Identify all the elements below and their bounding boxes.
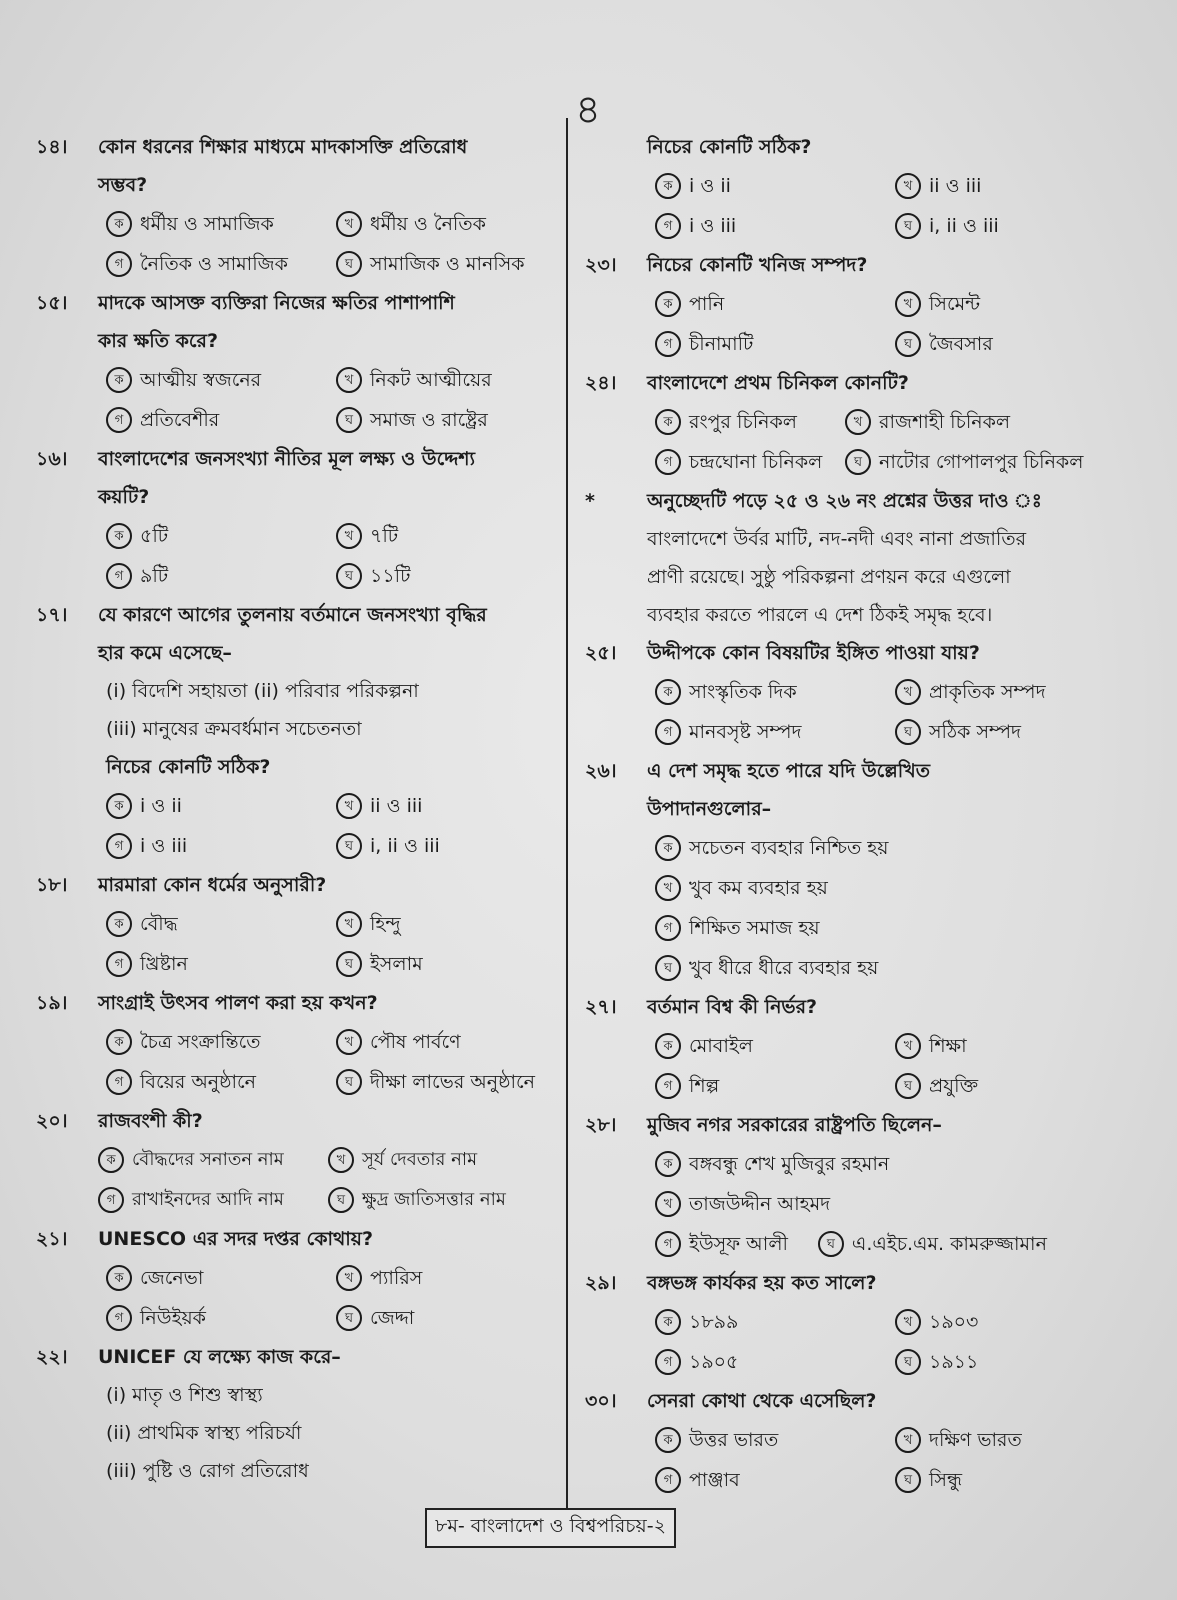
options bbox=[585, 1420, 1125, 1500]
question-text: এ দেশ সমৃদ্ধ হতে পারে যদি উল্লেখিত bbox=[647, 760, 930, 782]
option-text: সিন্ধু bbox=[929, 1469, 963, 1491]
option-text: বৌদ্ধদের সনাতন নাম bbox=[132, 1149, 284, 1170]
option-letter-badge: গ bbox=[655, 1349, 681, 1375]
question-ask: নিচের কোনটি সঠিক? bbox=[647, 136, 812, 158]
option-letter-badge: ক bbox=[106, 367, 132, 393]
options bbox=[585, 1026, 1125, 1106]
options bbox=[585, 1302, 1125, 1382]
option-letter-badge: খ bbox=[895, 1033, 921, 1059]
option-4 bbox=[336, 944, 556, 984]
option-text: চীনামাটি bbox=[689, 333, 754, 355]
option-text: নাটোর গোপালপুর চিনিকল bbox=[879, 451, 1084, 473]
statement: (i) মাতৃ ও শিশু স্বাস্থ্য bbox=[106, 1384, 263, 1406]
option-letter-badge: খ bbox=[336, 367, 362, 393]
option-4 bbox=[336, 1298, 556, 1338]
option-letter-badge: খ bbox=[895, 1427, 921, 1453]
options bbox=[585, 828, 1125, 988]
option-letter-badge: গ bbox=[655, 213, 681, 239]
question-29 bbox=[585, 1264, 1125, 1382]
question-text: UNESCO এর সদর দপ্তর কোথায়? bbox=[98, 1228, 374, 1250]
option-text: সামাজিক ও মানসিক bbox=[370, 253, 525, 275]
option-letter-badge: খ bbox=[655, 875, 681, 901]
option-letter-badge: ক bbox=[655, 409, 681, 435]
statement: (ii) প্রাথমিক স্বাস্থ্য পরিচর্যা bbox=[106, 1422, 302, 1444]
option-text: প্রতিবেশীর bbox=[140, 409, 220, 431]
question-text: উদ্দীপকে কোন বিষয়টির ইঙ্গিত পাওয়া যায়? bbox=[647, 642, 980, 664]
option-text: নিকট আত্মীয়ের bbox=[370, 369, 492, 391]
option-3 bbox=[98, 1180, 328, 1220]
option-text: এ.এইচ.এম. কামরুজ্জামান bbox=[851, 1233, 1047, 1255]
option-text: দক্ষিণ ভারত bbox=[929, 1429, 1022, 1451]
passage-line: বাংলাদেশে উর্বর মাটি, নদ-নদী এবং নানা প্রজাতির bbox=[647, 528, 1027, 550]
passage-marker: * bbox=[585, 490, 595, 512]
question-number: ২৫। bbox=[585, 642, 617, 664]
option-3 bbox=[655, 712, 895, 752]
option-letter-badge: ঘ bbox=[818, 1231, 844, 1257]
question-text: মাদকে আসক্ত ব্যক্তিরা নিজের ক্ষতির পাশাপাশি bbox=[98, 292, 455, 314]
option-text: খ্রিষ্টান bbox=[140, 953, 188, 975]
option-letter-badge: খ bbox=[895, 679, 921, 705]
option-4 bbox=[895, 1342, 1125, 1382]
option-4 bbox=[895, 324, 1125, 364]
option-4 bbox=[336, 400, 556, 440]
option-text: ১৯০৩ bbox=[929, 1311, 979, 1333]
option-2 bbox=[336, 204, 556, 244]
option-2 bbox=[895, 1302, 1125, 1342]
page-number: ৪ bbox=[575, 87, 601, 133]
option-letter-badge: গ bbox=[655, 915, 681, 941]
option-text: রাজশাহী চিনিকল bbox=[879, 411, 1011, 433]
question-text: নিচের কোনটি খনিজ সম্পদ? bbox=[647, 254, 868, 276]
option-text: ধর্মীয় ও সামাজিক bbox=[140, 213, 274, 235]
option-1 bbox=[655, 166, 895, 206]
question-25 bbox=[585, 634, 1125, 752]
passage bbox=[585, 482, 1125, 634]
option-letter-badge: খ bbox=[336, 911, 362, 937]
question-text: যে কারণে আগের তুলনায় বর্তমানে জনসংখ্যা বৃদ্ধির bbox=[98, 604, 487, 626]
question-text: কোন ধরনের শিক্ষার মাধ্যমে মাদকাসক্তি প্রতিরোধ bbox=[98, 136, 468, 158]
option-2 bbox=[336, 786, 556, 826]
option-row bbox=[655, 1224, 1125, 1264]
option-3 bbox=[655, 206, 895, 246]
option-letter-badge: ক bbox=[655, 291, 681, 317]
question-text: মুজিব নগর সরকারের রাষ্ট্রপতি ছিলেন– bbox=[647, 1114, 942, 1136]
option-letter-badge: খ bbox=[845, 409, 871, 435]
options bbox=[36, 204, 556, 284]
option-text: মানবসৃষ্ট সম্পদ bbox=[689, 721, 802, 743]
question-text: বর্তমান বিশ্ব কী নির্ভর? bbox=[647, 996, 818, 1018]
option-letter-badge: ঘ bbox=[895, 213, 921, 239]
option-letter-badge: ঘ bbox=[845, 449, 871, 475]
option-letter-badge: ক bbox=[106, 523, 132, 549]
option-text: জেনেভা bbox=[140, 1267, 204, 1289]
option-2 bbox=[336, 1022, 556, 1062]
option-3 bbox=[655, 1224, 788, 1264]
option-2 bbox=[895, 284, 1125, 324]
option-1 bbox=[655, 1302, 895, 1342]
option-text: সাংস্কৃতিক দিক bbox=[689, 681, 797, 703]
statement: (i) বিদেশি সহায়তা (ii) পরিবার পরিকল্পনা bbox=[106, 680, 419, 702]
option-2 bbox=[895, 166, 1125, 206]
question-number: ২৪। bbox=[585, 372, 617, 394]
question-28 bbox=[585, 1106, 1125, 1264]
option-letter-badge: খ bbox=[895, 1309, 921, 1335]
question-number: ১৭। bbox=[36, 604, 68, 626]
options bbox=[36, 1022, 556, 1102]
option-4 bbox=[895, 1460, 1125, 1500]
option-1 bbox=[655, 1420, 895, 1460]
option-4 bbox=[895, 206, 1125, 246]
option-letter-badge: ক bbox=[655, 173, 681, 199]
option-4 bbox=[895, 712, 1125, 752]
option-text: রংপুর চিনিকল bbox=[689, 411, 797, 433]
option-letter-badge: খ bbox=[336, 211, 362, 237]
option-1 bbox=[106, 786, 336, 826]
option-4 bbox=[328, 1180, 556, 1220]
option-letter-badge: খ bbox=[655, 1191, 681, 1217]
option-letter-badge: ক bbox=[106, 1265, 132, 1291]
option-1 bbox=[106, 204, 336, 244]
option-4 bbox=[655, 948, 1125, 988]
statement: (iii) মানুষের ক্রমবর্ধমান সচেতনতা bbox=[106, 718, 362, 740]
option-3 bbox=[106, 1298, 336, 1338]
question-number: ২১। bbox=[36, 1228, 68, 1250]
option-text: ii ও iii bbox=[370, 795, 423, 817]
option-letter-badge: ঘ bbox=[336, 407, 362, 433]
question-number: ২০। bbox=[36, 1110, 68, 1132]
option-letter-badge: ক bbox=[106, 1029, 132, 1055]
option-text: সচেতন ব্যবহার নিশ্চিত হয় bbox=[689, 837, 889, 859]
question-text-cont: কয়টি? bbox=[98, 486, 150, 508]
option-2 bbox=[895, 1026, 1125, 1066]
question-number: ২৭। bbox=[585, 996, 617, 1018]
question-27 bbox=[585, 988, 1125, 1106]
option-1 bbox=[655, 284, 895, 324]
option-letter-badge: গ bbox=[98, 1187, 124, 1213]
option-4 bbox=[336, 556, 556, 596]
option-text: হিন্দু bbox=[370, 913, 401, 935]
option-text: জৈবসার bbox=[929, 333, 993, 355]
option-3 bbox=[655, 1342, 895, 1382]
option-4 bbox=[336, 1062, 556, 1102]
passage-line: ব্যবহার করতে পারলে এ দেশ ঠিকই সমৃদ্ধ হবে। bbox=[647, 604, 993, 626]
question-19 bbox=[36, 984, 556, 1102]
option-4 bbox=[336, 826, 556, 866]
option-1 bbox=[106, 904, 336, 944]
options bbox=[585, 672, 1125, 752]
option-2 bbox=[328, 1140, 556, 1180]
option-1 bbox=[106, 516, 336, 556]
option-2 bbox=[336, 360, 556, 400]
option-letter-badge: গ bbox=[106, 833, 132, 859]
option-3 bbox=[106, 944, 336, 984]
option-letter-badge: গ bbox=[655, 719, 681, 745]
option-letter-badge: গ bbox=[655, 1467, 681, 1493]
option-2 bbox=[655, 1184, 1125, 1224]
option-letter-badge: গ bbox=[106, 951, 132, 977]
option-text: চৈত্র সংক্রান্তিতে bbox=[140, 1031, 261, 1053]
option-letter-badge: গ bbox=[655, 1231, 681, 1257]
passage-line: প্রাণী রয়েছে। সুষ্ঠু পরিকল্পনা প্রণয়ন করে এগুলো bbox=[647, 566, 1011, 588]
option-1 bbox=[106, 360, 336, 400]
option-1 bbox=[655, 402, 845, 442]
option-text: বৌদ্ধ bbox=[140, 913, 178, 935]
option-3 bbox=[655, 1460, 895, 1500]
option-1 bbox=[655, 828, 1125, 868]
question-number: ১৮। bbox=[36, 874, 68, 896]
option-letter-badge: ক bbox=[655, 1309, 681, 1335]
option-letter-badge: ঘ bbox=[336, 833, 362, 859]
option-text: সমাজ ও রাষ্ট্রের bbox=[370, 409, 488, 431]
option-text: i ও iii bbox=[140, 835, 188, 857]
option-3 bbox=[655, 442, 845, 482]
option-text: পৌষ পার্বণে bbox=[370, 1031, 461, 1053]
statement: (iii) পুষ্টি ও রোগ প্রতিরোধ bbox=[106, 1460, 309, 1482]
option-text: খুব ধীরে ধীরে ব্যবহার হয় bbox=[689, 957, 879, 979]
footer-label: ৮ম- বাংলাদেশ ও বিশ্বপরিচয়-২ bbox=[425, 1508, 676, 1548]
option-text: ii ও iii bbox=[929, 175, 982, 197]
option-letter-badge: ঘ bbox=[336, 1069, 362, 1095]
options bbox=[36, 786, 556, 866]
question-number: ২৯। bbox=[585, 1272, 617, 1294]
option-letter-badge: গ bbox=[655, 1073, 681, 1099]
option-text: শিক্ষিত সমাজ হয় bbox=[689, 917, 820, 939]
option-text: i ও ii bbox=[140, 795, 182, 817]
question-text-cont: কার ক্ষতি করে? bbox=[98, 330, 218, 352]
option-text: মোবাইল bbox=[689, 1035, 753, 1057]
option-text: নিউইয়র্ক bbox=[140, 1307, 206, 1329]
option-letter-badge: ঘ bbox=[336, 951, 362, 977]
passage-title: অনুচ্ছেদটি পড়ে ২৫ ও ২৬ নং প্রশ্নের উত্তর দাও ঃ bbox=[647, 490, 1042, 512]
options bbox=[36, 1140, 556, 1220]
option-letter-badge: ক bbox=[655, 1151, 681, 1177]
option-text: i, ii ও iii bbox=[370, 835, 440, 857]
option-1 bbox=[106, 1022, 336, 1062]
option-text: সূর্য দেবতার নাম bbox=[362, 1149, 478, 1170]
question-text: সাংগ্রাই উৎসব পালণ করা হয় কখন? bbox=[98, 992, 378, 1014]
option-letter-badge: গ bbox=[106, 1305, 132, 1331]
question-text: বাংলাদেশে প্রথম চিনিকল কোনটি? bbox=[647, 372, 909, 394]
option-text: সিমেন্ট bbox=[929, 293, 981, 315]
option-text: i ও iii bbox=[689, 215, 737, 237]
option-1 bbox=[106, 1258, 336, 1298]
option-3 bbox=[106, 1062, 336, 1102]
option-letter-badge: ক bbox=[106, 793, 132, 819]
question-number: ১৯। bbox=[36, 992, 68, 1014]
option-text: ১৮৯৯ bbox=[689, 1311, 739, 1333]
option-1 bbox=[655, 672, 895, 712]
option-letter-badge: গ bbox=[106, 407, 132, 433]
question-24 bbox=[585, 364, 1125, 482]
option-letter-badge: খ bbox=[336, 1029, 362, 1055]
option-letter-badge: গ bbox=[106, 251, 132, 277]
question-15 bbox=[36, 284, 556, 440]
question-number: ১৬। bbox=[36, 448, 68, 470]
option-3 bbox=[106, 556, 336, 596]
option-letter-badge: ঘ bbox=[895, 1467, 921, 1493]
option-4 bbox=[895, 1066, 1125, 1106]
option-letter-badge: ক bbox=[106, 211, 132, 237]
option-letter-badge: খ bbox=[895, 173, 921, 199]
option-text: i, ii ও iii bbox=[929, 215, 999, 237]
question-text-cont: উপাদানগুলোর– bbox=[647, 798, 772, 820]
option-text: শিল্প bbox=[689, 1075, 720, 1097]
question-22 bbox=[36, 1338, 556, 1490]
options bbox=[585, 284, 1125, 364]
option-4 bbox=[336, 244, 556, 284]
question-text: বাংলাদেশের জনসংখ্যা নীতির মূল লক্ষ্য ও উদ্দেশ্য bbox=[98, 448, 476, 470]
option-4 bbox=[845, 442, 1125, 482]
question-number: ৩০। bbox=[585, 1390, 617, 1412]
option-letter-badge: খ bbox=[336, 1265, 362, 1291]
option-text: জেদ্দা bbox=[370, 1307, 415, 1329]
option-text: প্রাকৃতিক সম্পদ bbox=[929, 681, 1046, 703]
question-30 bbox=[585, 1382, 1125, 1500]
option-text: শিক্ষা bbox=[929, 1035, 967, 1057]
option-text: ৫টি bbox=[140, 525, 169, 547]
question-text-cont: সম্ভব? bbox=[98, 174, 148, 196]
option-text: প্যারিস bbox=[370, 1267, 423, 1289]
option-3 bbox=[106, 826, 336, 866]
question-text: রাজবংশী কী? bbox=[98, 1110, 203, 1132]
option-letter-badge: গ bbox=[655, 331, 681, 357]
question-number: ২৬। bbox=[585, 760, 617, 782]
option-text: পাঞ্জাব bbox=[689, 1469, 740, 1491]
option-letter-badge: ঘ bbox=[895, 1349, 921, 1375]
right-column bbox=[585, 128, 1125, 1500]
question-number: ১৪। bbox=[36, 136, 68, 158]
options bbox=[585, 402, 1125, 482]
option-letter-badge: ক bbox=[98, 1147, 124, 1173]
option-text: বিয়ের অনুষ্ঠানে bbox=[140, 1071, 256, 1093]
option-letter-badge: ঘ bbox=[336, 563, 362, 589]
option-letter-badge: গ bbox=[655, 449, 681, 475]
option-letter-badge: খ bbox=[336, 793, 362, 819]
options bbox=[36, 516, 556, 596]
question-22-continued bbox=[585, 128, 1125, 246]
option-text: ১৯১১ bbox=[929, 1351, 979, 1373]
question-16 bbox=[36, 440, 556, 596]
option-text: i ও ii bbox=[689, 175, 731, 197]
options bbox=[36, 1258, 556, 1338]
options bbox=[36, 360, 556, 440]
question-number: ২৩। bbox=[585, 254, 617, 276]
option-text: ৯টি bbox=[140, 565, 169, 587]
option-3 bbox=[655, 324, 895, 364]
option-text: ইসলাম bbox=[370, 953, 423, 975]
question-text: সেনরা কোথা থেকে এসেছিল? bbox=[647, 1390, 877, 1412]
option-text: নৈতিক ও সামাজিক bbox=[140, 253, 288, 275]
column-divider bbox=[566, 118, 568, 1518]
option-3 bbox=[106, 244, 336, 284]
option-3 bbox=[655, 1066, 895, 1106]
option-letter-badge: ক bbox=[106, 911, 132, 937]
left-column bbox=[36, 128, 556, 1490]
option-text: আত্মীয় স্বজনের bbox=[140, 369, 262, 391]
option-letter-badge: ঘ bbox=[336, 251, 362, 277]
question-text: মারমারা কোন ধর্মের অনুসারী? bbox=[98, 874, 327, 896]
option-letter-badge: ঘ bbox=[336, 1305, 362, 1331]
option-text: সঠিক সম্পদ bbox=[929, 721, 1022, 743]
option-letter-badge: খ bbox=[328, 1147, 354, 1173]
question-number: ২৮। bbox=[585, 1114, 617, 1136]
option-2 bbox=[895, 1420, 1125, 1460]
option-1 bbox=[655, 1144, 1125, 1184]
option-letter-badge: খ bbox=[895, 291, 921, 317]
option-letter-badge: গ bbox=[106, 563, 132, 589]
option-text: পানি bbox=[689, 293, 725, 315]
option-letter-badge: ঘ bbox=[895, 719, 921, 745]
option-text: রাখাইনদের আদি নাম bbox=[132, 1189, 284, 1210]
option-2 bbox=[336, 516, 556, 556]
question-number: ২২। bbox=[36, 1346, 68, 1368]
option-text: ধর্মীয় ও নৈতিক bbox=[370, 213, 486, 235]
option-1 bbox=[98, 1140, 328, 1180]
option-3 bbox=[655, 908, 1125, 948]
question-number: ১৫। bbox=[36, 292, 68, 314]
question-18 bbox=[36, 866, 556, 984]
option-letter-badge: গ bbox=[106, 1069, 132, 1095]
question-21 bbox=[36, 1220, 556, 1338]
option-4 bbox=[818, 1224, 1047, 1264]
option-1 bbox=[655, 1026, 895, 1066]
option-text: খুব কম ব্যবহার হয় bbox=[689, 877, 828, 899]
question-text: UNICEF যে লক্ষ্যে কাজ করে– bbox=[98, 1346, 341, 1368]
option-text: চন্দ্রঘোনা চিনিকল bbox=[689, 451, 823, 473]
option-2 bbox=[895, 672, 1125, 712]
question-26 bbox=[585, 752, 1125, 988]
option-text: বঙ্গবন্ধু শেখ মুজিবুর রহমান bbox=[689, 1153, 890, 1175]
question-23 bbox=[585, 246, 1125, 364]
option-3 bbox=[106, 400, 336, 440]
option-2 bbox=[336, 1258, 556, 1298]
question-20 bbox=[36, 1102, 556, 1220]
option-text: প্রযুক্তি bbox=[929, 1075, 979, 1097]
option-text: উত্তর ভারত bbox=[689, 1429, 779, 1451]
option-text: ক্ষুদ্র জাতিসত্তার নাম bbox=[362, 1189, 506, 1210]
option-text: ১৯০৫ bbox=[689, 1351, 739, 1373]
option-letter-badge: ঘ bbox=[895, 331, 921, 357]
question-ask: নিচের কোনটি সঠিক? bbox=[106, 756, 271, 778]
question-text-cont: হার কমে এসেছে– bbox=[98, 642, 232, 664]
option-letter-badge: ঘ bbox=[328, 1187, 354, 1213]
options bbox=[585, 166, 1125, 246]
option-text: দীক্ষা লাভের অনুষ্ঠানে bbox=[370, 1071, 535, 1093]
question-17 bbox=[36, 596, 556, 866]
option-letter-badge: ক bbox=[655, 835, 681, 861]
option-letter-badge: খ bbox=[336, 523, 362, 549]
option-2 bbox=[845, 402, 1125, 442]
option-2 bbox=[336, 904, 556, 944]
options bbox=[585, 1144, 1125, 1264]
option-text: ৭টি bbox=[370, 525, 399, 547]
option-text: ১১টি bbox=[370, 565, 411, 587]
option-2 bbox=[655, 868, 1125, 908]
question-14 bbox=[36, 128, 556, 284]
option-letter-badge: ঘ bbox=[655, 955, 681, 981]
options bbox=[36, 904, 556, 984]
option-letter-badge: ঘ bbox=[895, 1073, 921, 1099]
option-text: তাজউদ্দীন আহমদ bbox=[689, 1193, 831, 1215]
question-text: বঙ্গভঙ্গ কার্যকর হয় কত সালে? bbox=[647, 1272, 877, 1294]
option-text: ইউসূফ আলী bbox=[689, 1233, 788, 1255]
option-letter-badge: ক bbox=[655, 1427, 681, 1453]
option-letter-badge: ক bbox=[655, 679, 681, 705]
option-letter-badge: ক bbox=[655, 1033, 681, 1059]
